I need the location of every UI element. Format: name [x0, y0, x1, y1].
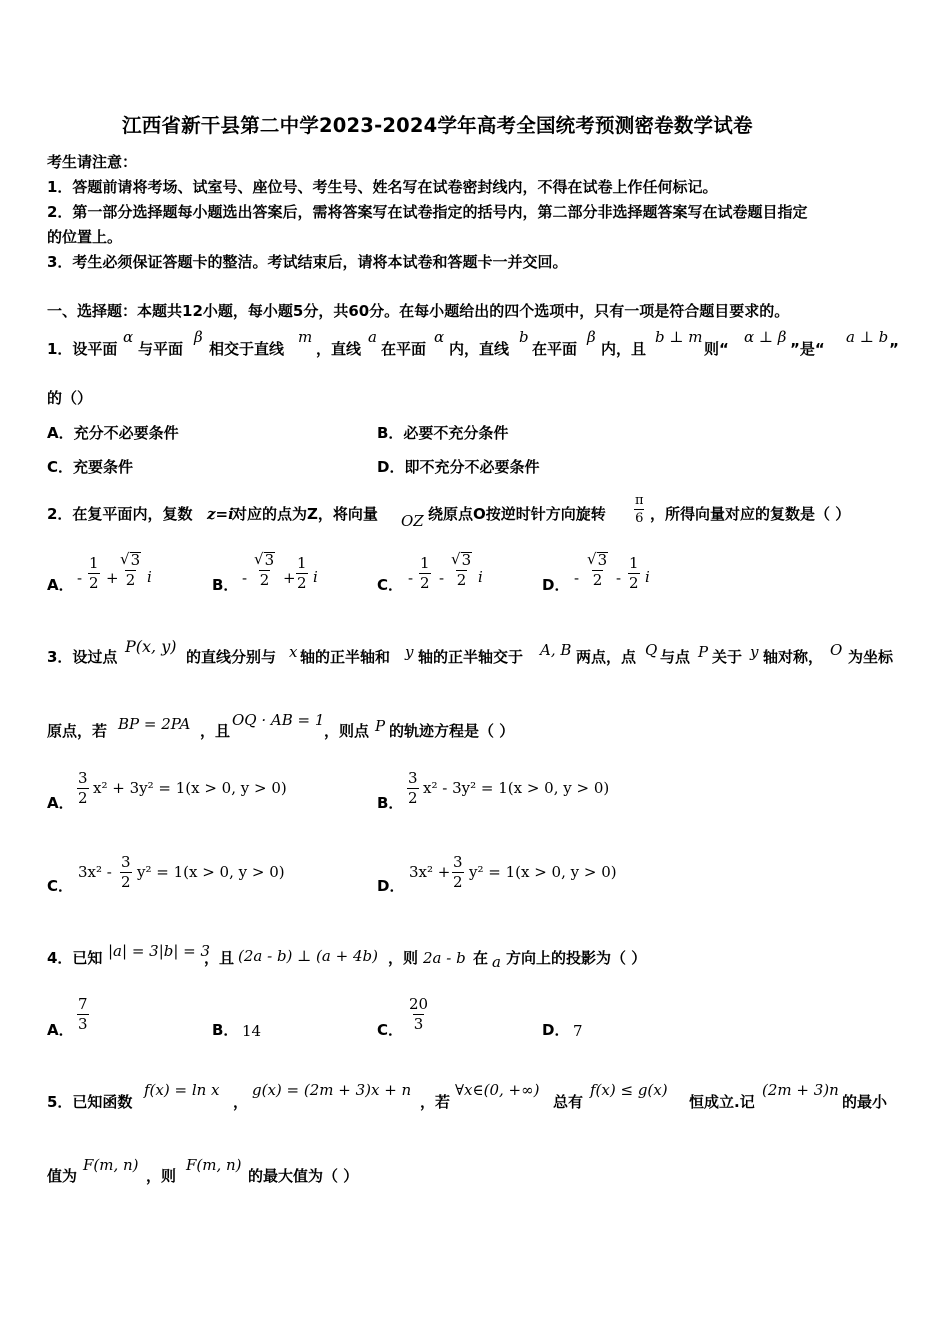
q3-y-2: y	[750, 643, 759, 661]
q1-alpha: α	[123, 328, 134, 346]
q3-text-13: 的轨迹方程是（ ）	[389, 722, 515, 740]
q3-option-a-eq: x² + 3y² = 1(x > 0, y > 0)	[93, 779, 287, 797]
q3-option-c-eq-2: y² = 1(x > 0, y > 0)	[137, 863, 285, 881]
q3-text-3: 轴的正半轴和	[300, 648, 391, 666]
q5-text-8: 的最大值为（ ）	[248, 1167, 359, 1185]
q2-text-4: ，所得向量对应的复数是（ ）	[650, 505, 851, 523]
q5-F: F(m, n)	[83, 1156, 139, 1174]
notice-item-2: 2．第一部分选择题每小题选出答案后，需将答案写在试卷指定的括号内，第二部分非选择题答案写在试卷题目指定	[47, 203, 808, 221]
q1-text-1: 1．设平面	[47, 340, 118, 358]
q2-a-frac-1	[88, 556, 100, 591]
q4-a-frac	[77, 997, 89, 1032]
q1-option-a[interactable]: A．充分不必要条件	[47, 424, 179, 442]
q4-c-num: 20	[409, 995, 429, 1013]
q5-F-2: F(m, n)	[186, 1156, 242, 1174]
q1-option-c[interactable]: C．充要条件	[47, 458, 134, 476]
page-title: 江西省新干县第二中学2023-2024学年高考全国统考预测密卷数学试卷	[122, 114, 753, 137]
q2-text-2: 对应的点为Z，将向量	[232, 505, 378, 523]
q2-option-b-label[interactable]: B．	[212, 576, 239, 594]
q4-a: a	[492, 953, 501, 971]
q3-b-den: 2	[408, 789, 418, 807]
q2-c-frac-2	[450, 552, 473, 588]
q4-text-4: 在	[473, 949, 489, 967]
q2-b-num-2: 1	[297, 554, 307, 572]
q4-b-value: 14	[242, 1022, 262, 1040]
q3-option-b-label[interactable]: B．	[377, 794, 404, 812]
q1-a-perp-b: a ⊥ b	[846, 328, 889, 346]
q5-text-2: ，若	[420, 1093, 451, 1111]
q2-a-sqrt-icon: √	[120, 550, 130, 568]
q2-c-den-2: 2	[456, 571, 467, 589]
q3-p-2: P	[698, 643, 709, 661]
q1-text-9: 则“	[704, 340, 729, 358]
q3-text-12: ，则点	[324, 722, 370, 740]
q2-d-frac-1	[586, 552, 609, 588]
q2-c-sqrt-icon: √	[451, 550, 461, 568]
q2-b-den-2: 2	[297, 574, 307, 592]
q2-d-i: i	[645, 568, 650, 586]
q2-b-minus: -	[242, 569, 248, 587]
q3-option-d-eq-1: 3x² +	[409, 863, 451, 881]
q1-text-7: 在平面	[532, 340, 578, 358]
q2-vector-oz: OZ	[401, 512, 424, 530]
q2-b-frac-2	[296, 556, 308, 591]
q1-alpha-2: α	[434, 328, 445, 346]
q5-f: f(x) = ln x	[144, 1081, 220, 1099]
q4-c-den: 3	[413, 1015, 424, 1033]
q3-d-den: 2	[453, 873, 463, 891]
q2-d-den-1: 2	[592, 571, 603, 589]
q4-a-den: 3	[78, 1015, 88, 1033]
q3-c-den: 2	[121, 873, 131, 891]
q2-d-num-2: 1	[629, 554, 639, 572]
q3-text-1: 3．设过点	[47, 648, 118, 666]
q4-text-5: 方向上的投影为（ ）	[506, 949, 647, 967]
q3-c-num: 3	[121, 853, 131, 871]
q3-option-d-eq-2: y² = 1(x > 0, y > 0)	[469, 863, 617, 881]
section-heading: 一、选择题：本题共12小题，每小题5分，共60分。在每小题给出的四个选项中，只有一项是符合题目要求的。	[47, 302, 790, 320]
q1-text-4: ，直线	[316, 340, 362, 358]
q1-b: b	[519, 328, 529, 346]
q3-text-5: 两点，点	[576, 648, 637, 666]
notice-item-1: 1．答题前请将考场、试室号、座位号、考生号、姓名写在试卷密封线内，不得在试卷上作任何标记。	[47, 178, 718, 196]
q3-oq-ab: OQ · AB = 1	[232, 711, 325, 729]
q3-a-frac	[77, 771, 89, 806]
notice-item-3: 3．考生必须保证答题卡的整洁。考试结束后，请将本试卷和答题卡一并交回。	[47, 253, 568, 271]
q2-d-den-2: 2	[629, 574, 639, 592]
q2-a-den-1: 2	[89, 574, 99, 592]
q1-text-11: ”	[889, 340, 899, 358]
q3-option-b-eq: x² - 3y² = 1(x > 0, y > 0)	[423, 779, 610, 797]
q3-p-3: P	[375, 717, 386, 735]
q3-point-p: P(x, y)	[125, 637, 177, 656]
q1-option-d[interactable]: D．即不充分不必要条件	[377, 458, 540, 476]
q2-c-num-1: 1	[420, 554, 430, 572]
q3-text-9: 为坐标	[848, 648, 894, 666]
q1-text-8: 内，且	[601, 340, 647, 358]
q3-text-10: 原点，若	[47, 722, 108, 740]
q4-option-a-label[interactable]: A．	[47, 1021, 74, 1039]
q2-d-frac-2	[628, 556, 640, 591]
q2-option-d-label[interactable]: D．	[542, 576, 570, 594]
notice-heading: 考生请注意：	[47, 153, 138, 171]
q2-option-a-label[interactable]: A．	[47, 576, 74, 594]
q1-text-6: 内，直线	[449, 340, 510, 358]
q5-comma: ，	[233, 1093, 249, 1111]
q1-alpha-perp-beta: α ⊥ β	[744, 328, 787, 346]
q2-a-rad: 3	[130, 551, 141, 569]
q3-option-c-label[interactable]: C．	[47, 877, 74, 895]
q3-a-num: 3	[78, 769, 88, 787]
q3-a-den: 2	[78, 789, 88, 807]
q4-text-1: 4．已知	[47, 949, 103, 967]
q4-text-3: ，则	[388, 949, 419, 967]
q2-c-frac-1	[419, 556, 431, 591]
q3-c-frac	[120, 855, 132, 890]
q2-a-plus: +	[106, 569, 119, 587]
q1-option-b[interactable]: B．必要不充分条件	[377, 424, 509, 442]
q2-z: z=i	[207, 505, 234, 523]
q4-d-value: 7	[573, 1022, 583, 1040]
q1-b-perp-m: b ⊥ m	[655, 328, 703, 346]
q1-m: m	[298, 328, 313, 346]
q2-d-minus-2: -	[616, 569, 622, 587]
q3-option-a-label[interactable]: A．	[47, 794, 74, 812]
q3-d-frac	[452, 855, 464, 890]
q2-b-frac-1	[253, 552, 276, 588]
q4-option-d-label[interactable]: D．	[542, 1021, 570, 1039]
q3-o: O	[830, 641, 843, 659]
q2-six: 6	[635, 511, 644, 526]
q2-c-rad: 3	[461, 551, 472, 569]
q1-text-3: 相交于直线	[209, 340, 285, 358]
notice-item-2-cont: 的位置上。	[47, 228, 123, 246]
q2-a-i: i	[147, 568, 152, 586]
q3-option-d-label[interactable]: D．	[377, 877, 405, 895]
q5-text-6: 值为	[47, 1167, 78, 1185]
q3-d-num: 3	[453, 853, 463, 871]
q2-b-rad: 3	[264, 551, 275, 569]
q1-a: a	[368, 328, 377, 346]
q2-a-frac-2	[119, 552, 142, 588]
q5-text-7: ，则	[146, 1167, 177, 1185]
q2-b-sqrt-icon: √	[254, 550, 264, 568]
q3-ab: A, B	[540, 641, 572, 659]
q4-c-frac	[408, 997, 429, 1032]
q2-option-c-label[interactable]: C．	[377, 576, 404, 594]
q4-vector: 2a - b	[423, 949, 466, 967]
q2-d-minus-1: -	[574, 569, 580, 587]
q5-text-1: 5．已知函数	[47, 1093, 133, 1111]
q2-text-3: 绕原点O按逆时针方向旋转	[428, 505, 606, 523]
q4-condition: |a| = 3|b| = 3	[108, 942, 211, 960]
q1-text-12: 的（）	[47, 389, 93, 407]
q5-text-4: 恒成立.记	[689, 1093, 755, 1111]
q2-a-den-2: 2	[125, 571, 136, 589]
q2-text-1: 2．在复平面内，复数	[47, 505, 193, 523]
q3-text-4: 轴的正半轴交于	[418, 648, 524, 666]
q3-x: x	[289, 643, 298, 661]
q1-beta: β	[194, 328, 203, 346]
q1-text-2: 与平面	[138, 340, 184, 358]
q5-text-3: 总有	[553, 1093, 584, 1111]
q3-q: Q	[645, 641, 658, 659]
q4-a-num: 7	[78, 995, 88, 1013]
q5-ineq: f(x) ≤ g(x)	[590, 1081, 668, 1099]
q3-text-6: 与点	[660, 648, 691, 666]
q5-text-5: 的最小	[842, 1093, 888, 1111]
q2-pi: π	[635, 493, 644, 508]
q2-c-den-1: 2	[420, 574, 430, 592]
q2-a-num-1: 1	[89, 554, 99, 572]
q2-d-sqrt-icon: √	[587, 550, 597, 568]
q2-c-minus-2: -	[439, 569, 445, 587]
q3-text-7: 关于	[712, 648, 743, 666]
q3-b-num: 3	[408, 769, 418, 787]
q2-c-minus-1: -	[408, 569, 414, 587]
q5-expr: (2m + 3)n	[762, 1081, 839, 1099]
q2-d-rad: 3	[597, 551, 608, 569]
q3-y: y	[405, 643, 414, 661]
q3-text-8: 轴对称，	[763, 648, 824, 666]
q4-text-2: ，且	[204, 949, 235, 967]
q1-text-10: ”是“	[790, 340, 825, 358]
q1-beta-2: β	[587, 328, 596, 346]
q5-g: g(x) = (2m + 3)x + n	[252, 1081, 412, 1099]
q2-b-den-1: 2	[259, 571, 270, 589]
q3-b-frac	[407, 771, 419, 806]
q3-bp-eq: BP = 2PA	[118, 715, 191, 733]
q2-b-i: i	[313, 568, 318, 586]
q2-a-minus: -	[77, 569, 83, 587]
q2-angle-fraction	[634, 494, 645, 525]
q4-option-b-label[interactable]: B．	[212, 1021, 239, 1039]
q4-perp: (2a - b) ⊥ (a + 4b)	[238, 947, 378, 965]
q4-option-c-label[interactable]: C．	[377, 1021, 404, 1039]
q5-forall: ∀x∈(0, +∞)	[455, 1081, 540, 1099]
q3-text-11: ，且	[200, 722, 231, 740]
q3-option-c-eq-1: 3x² -	[78, 863, 112, 881]
q1-text-5: 在平面	[381, 340, 427, 358]
q3-text-2: 的直线分别与	[186, 648, 277, 666]
q2-b-plus: +	[283, 569, 296, 587]
q2-c-i: i	[478, 568, 483, 586]
